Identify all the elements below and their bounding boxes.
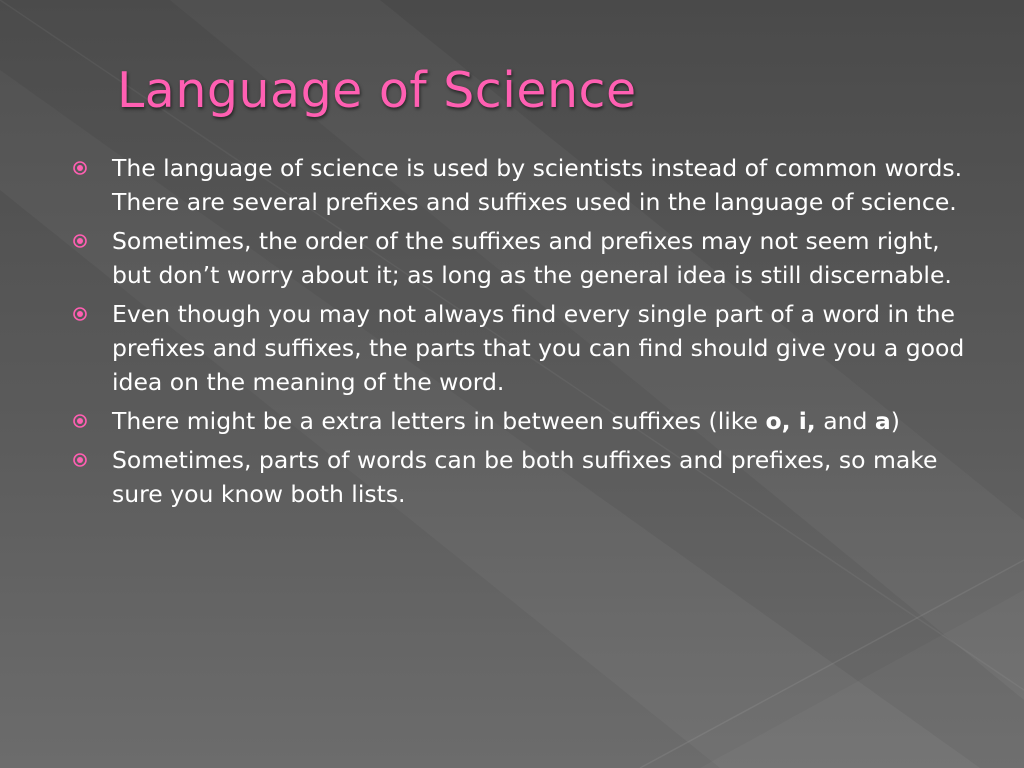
bold-letter: a: [874, 407, 891, 435]
bold-letters: o, i,: [765, 407, 816, 435]
slide-title: Language of Science: [117, 62, 637, 119]
bullet-text: The language of science is used by scientists instead of common words. There are several prefixes and suffixes used in the language of science.: [112, 154, 963, 216]
bullet-text-part: and: [815, 407, 875, 435]
target-circle-icon: [73, 453, 87, 467]
bullet-text: Sometimes, parts of words can be both suffixes and prefixes, so make sure you know both lists.: [112, 446, 938, 508]
target-circle-icon: [73, 234, 87, 248]
target-circle-icon: [73, 414, 87, 428]
bullet-list: [70, 151, 970, 516]
bullet-text: Even though you may not always find every single part of a word in the prefixes and suffixes, the parts that you can find should give you a good idea on the meaning of the word.: [112, 300, 965, 396]
target-circle-icon: [73, 307, 87, 321]
bullet-text-part: ): [890, 407, 900, 435]
bullet-item: [70, 443, 970, 511]
bullet-text: [112, 407, 900, 435]
bullet-item: [70, 151, 970, 219]
target-circle-icon: [73, 161, 87, 175]
bullet-text: Sometimes, the order of the suffixes and prefixes may not seem right, but don’t worry about it; as long as the general idea is still discernable.: [112, 227, 952, 289]
bullet-item: [70, 297, 970, 399]
bullet-item: [70, 404, 970, 438]
bullet-text-part: There might be a extra letters in between suffixes (like: [112, 407, 766, 435]
bullet-item: [70, 224, 970, 292]
